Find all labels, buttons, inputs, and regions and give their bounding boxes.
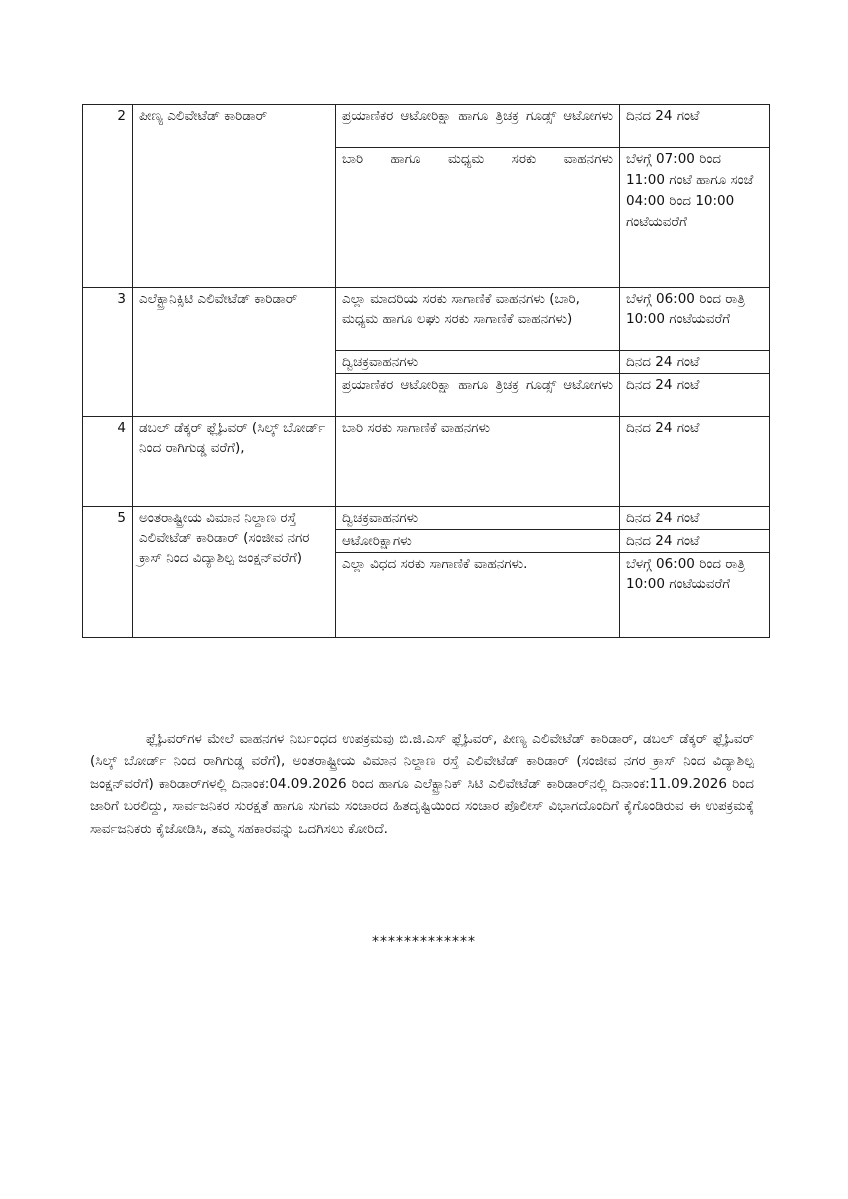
vehicle-type: ಎಲ್ಲಾ ವಿಧದ ಸರಕು ಸಾಗಾಣಿಕೆ ವಾಹನಗಳು. xyxy=(336,553,620,638)
time-window: ದಿನದ 24 ಗಂಟೆ xyxy=(620,374,770,417)
row-number: 2 xyxy=(83,105,133,288)
vehicle-type: ಬಾರಿ ಸರಕು ಸಾಗಾಣಿಕೆ ವಾಹನಗಳು xyxy=(336,417,620,507)
vehicle-type: ಬಾರಿ ಹಾಗೂ ಮಧ್ಯಮ ಸರಕು ವಾಹನಗಳು xyxy=(336,148,620,288)
table-row xyxy=(83,507,770,530)
time-window: ದಿನದ 24 ಗಂಟೆ xyxy=(620,417,770,507)
vehicle-type: ದ್ವಿಚಕ್ರವಾಹನಗಳು xyxy=(336,507,620,530)
row-number: 4 xyxy=(83,417,133,507)
vehicle-type: ಎಲ್ಲಾ ಮಾದರಿಯ ಸರಕು ಸಾಗಾಣಿಕೆ ವಾಹನಗಳು (ಬಾರಿ, ಮಧ್ಯಮ ಹಾಗೂ ಲಘು ಸರಕು ಸಾಗಾಣಿಕೆ ವಾಹನಗಳು) xyxy=(336,288,620,351)
time-window: ಬೆಳಗ್ಗೆ 07:00 ರಿಂದ 11:00 ಗಂಟೆ ಹಾಗೂ ಸಂಜೆ 04:00 ರಿಂದ 10:00 ಗಂಟೆಯವರೆಗೆ xyxy=(620,148,770,288)
notice-paragraph: ಫ್ಲೈಓವರ್‌ಗಳ ಮೇಲೆ ವಾಹನಗಳ ನಿರ್ಬಂಧದ ಉಪಕ್ರಮವು ಬಿ.ಜಿ.ಎಸ್ ಫ್ಲೈಓವರ್, ಪೀಣ್ಯ ಎಲಿವೇಟೆಡ್ ಕಾರಿಡಾರ್, ಡಬಲ್ ಡೆಕ್ಕರ್ ಫ್ಲೈಓವರ್ (ಸಿಲ್ಕ್ ಬೋರ್ಡ್ ನಿಂದ ರಾಗಿಗುಡ್ಡ ವರೆಗೆ), ಅಂತರಾಷ್ಟ್ರೀಯ ವಿಮಾನ ನಿಲ್ದಾಣ ರಸ್ತೆ ಎಲಿವೇಟೆಡ್ ಕಾರಿಡಾರ್ (ಸಂಜೀವ ನಗರ ಕ್ರಾಸ್ ನಿಂದ ವಿದ್ಯಾಶಿಲ್ಪ ಜಂಕ್ಷನ್‌ವರೆಗೆ) ಕಾರಿಡಾರ್‌ಗಳಲ್ಲಿ ದಿನಾಂಕ:04.09.2026 ರಿಂದ ಹಾಗೂ ಎಲೆಕ್ಟ್ರಾನಿಕ್ ಸಿಟಿ ಎಲಿವೇಟೆಡ್ ಕಾರಿಡಾರ್‌ನಲ್ಲಿ ದಿನಾಂಕ:11.09.2026 ರಿಂದ ಜಾರಿಗೆ ಬರಲಿದ್ದು, ಸಾರ್ವಜನಿಕರ ಸುರಕ್ಷತೆ ಹಾಗೂ ಸುಗಮ ಸಂಚಾರದ ಹಿತದೃಷ್ಟಿಯಿಂದ ಸಂಚಾರ ಪೊಲೀಸ್ ವಿಭಾಗದೊಂದಿಗೆ ಕೈಗೊಂಡಿರುವ ಈ ಉಪಕ್ರಮಕ್ಕೆ ಸಾರ್ವಜನಿಕರು ಕೈಜೋಡಿಸಿ, ತಮ್ಮ ಸಹಕಾರವನ್ನು ಒದಗಿಸಲು ಕೋರಿದೆ. xyxy=(90,730,754,837)
corridor-name: ಎಲೆಕ್ಟ್ರಾನಿಕ್ಸಿಟಿ ಎಲಿವೇಟೆಡ್ ಕಾರಿಡಾರ್ xyxy=(133,288,336,417)
table-row xyxy=(83,288,770,351)
time-window: ಬೆಳಗ್ಗೆ 06:00 ರಿಂದ ರಾತ್ರಿ 10:00 ಗಂಟೆಯವರೆಗೆ xyxy=(620,288,770,351)
table-row xyxy=(83,105,770,148)
vehicle-type: ಆಟೋರಿಕ್ಷಾಗಳು xyxy=(336,530,620,553)
corridor-name: ಅಂತರಾಷ್ಟ್ರೀಯ ವಿಮಾನ ನಿಲ್ದಾಣ ರಸ್ತೆ ಎಲಿವೇಟೆಡ್ ಕಾರಿಡಾರ್ (ಸಂಜೀವ ನಗರ ಕ್ರಾಸ್ ನಿಂದ ವಿದ್ಯಾಶಿಲ್ಪ ಜಂಕ್ಷನ್‌ವರೆಗೆ) xyxy=(133,507,336,638)
time-window: ಬೆಳಗ್ಗೆ 06:00 ರಿಂದ ರಾತ್ರಿ 10:00 ಗಂಟೆಯವರೆಗೆ xyxy=(620,553,770,638)
time-window: ದಿನದ 24 ಗಂಟೆ xyxy=(620,530,770,553)
time-window: ದಿನದ 24 ಗಂಟೆ xyxy=(620,351,770,374)
end-marker: ************* xyxy=(372,934,476,950)
table-row xyxy=(83,417,770,507)
vehicle-type: ಪ್ರಯಾಣಿಕರ ಆಟೋರಿಕ್ಷಾ ಹಾಗೂ ತ್ರಿಚಕ್ರ ಗೂಡ್ಸ್ ಆಟೋಗಳು xyxy=(336,105,620,148)
time-window: ದಿನದ 24 ಗಂಟೆ xyxy=(620,105,770,148)
row-number: 3 xyxy=(83,288,133,417)
time-window: ದಿನದ 24 ಗಂಟೆ xyxy=(620,507,770,530)
corridor-name: ಪೀಣ್ಯ ಎಲಿವೇಟೆಡ್ ಕಾರಿಡಾರ್ xyxy=(133,105,336,288)
vehicle-type: ದ್ವಿಚಕ್ರವಾಹನಗಳು xyxy=(336,351,620,374)
row-number: 5 xyxy=(83,507,133,638)
restriction-table xyxy=(82,104,770,638)
corridor-name: ಡಬಲ್ ಡೆಕ್ಕರ್ ಫ್ಲೈಓವರ್ (ಸಿಲ್ಕ್ ಬೋರ್ಡ್ ನಿಂದ ರಾಗಿಗುಡ್ಡ ವರೆಗೆ), xyxy=(133,417,336,507)
vehicle-type: ಪ್ರಯಾಣಿಕರ ಆಟೋರಿಕ್ಷಾ ಹಾಗೂ ತ್ರಿಚಕ್ರ ಗೂಡ್ಸ್ ಆಟೋಗಳು xyxy=(336,374,620,417)
